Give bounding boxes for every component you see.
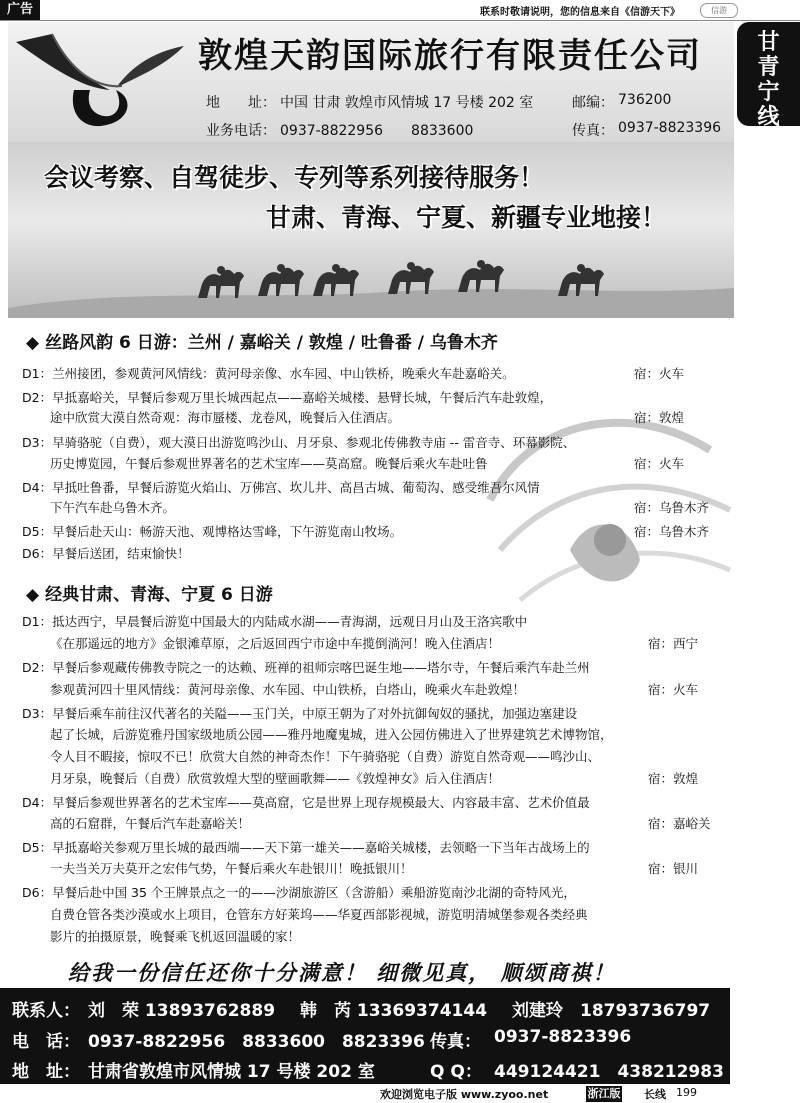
tour2-line: 高的石窟群，午餐后汽车赴嘉峪关！ xyxy=(50,816,251,831)
tour1-stay: 宿：火车 xyxy=(634,366,685,381)
qq-label: Q Q： xyxy=(430,1062,482,1082)
section-name: 长线 xyxy=(644,1088,666,1101)
ad-tag: 广告 xyxy=(0,0,40,20)
tour2-line: 令人目不暇接，惊叹不已！欣赏大自然的神奇杰作！下午骑骆驼（自费）游览自然奇观——鸣沙山、 xyxy=(50,749,601,764)
postcode-value: 736200 xyxy=(618,92,672,108)
tour1-line: 历史博览园，午餐后参观世界著名的艺术宝库——莫高窟。晚餐后乘火车赴吐鲁 xyxy=(50,456,488,471)
contact-box xyxy=(0,988,730,1084)
publication-logo: 信游 xyxy=(700,3,738,18)
diamond-bullet-icon: ◆ xyxy=(26,585,40,605)
tour2-line: 月牙泉，晚餐后（自费）欣赏敦煌大型的壁画歌舞——《敦煌神女》后入住酒店！ xyxy=(50,771,501,786)
company-name: 敦煌天韵国际旅行有限责任公司 xyxy=(198,36,702,76)
side-tab-label: 甘青宁线 xyxy=(757,30,780,130)
contact-person: 刘建玲 18793736797 xyxy=(512,1001,711,1021)
tour2-line: D3：早餐后乘车前往汉代著名的关隘——玉门关，中原王朝为了对外抗御匈奴的骚扰，加强边塞建设 xyxy=(22,706,578,721)
phone-numbers: 0937-8822956 8833600 8823396 xyxy=(88,1032,425,1052)
tour2-line: 起了长城，后游览雅丹国家级地质公园——雅丹地魔鬼城，进入公园仿佛进入了世界建筑艺术博物馆， xyxy=(50,727,613,742)
tour1-title xyxy=(26,328,498,353)
phone-label: 业务电话： xyxy=(206,123,276,139)
tour2-stay: 宿：敦煌 xyxy=(648,771,699,786)
address-value: 甘肃省敦煌市风情城 17 号楼 202 室 xyxy=(88,1062,375,1082)
tour2-title xyxy=(26,580,273,605)
address-value: 中国 甘肃 敦煌市风情城 17 号楼 202 室 xyxy=(280,95,534,111)
address-label: 地 址： xyxy=(12,1062,80,1082)
qq-numbers: 449124421 438212983 xyxy=(494,1062,724,1082)
tour2-line: 参观黄河四十里风情线：黄河母亲像、水车园、中山铁桥，白塔山，晚乘火车赴敦煌！ xyxy=(50,682,526,697)
fax-label: 传真： xyxy=(430,1032,481,1052)
tour1-line: D3：早骑骆驼（自费），观大漠日出游览鸣沙山、月牙泉、参观北传佛教寺庙 -- 雷音寺、环幕影院、 xyxy=(22,435,576,450)
tour2-line: 《在那遥远的地方》金银滩草原，之后返回西宁市途中车揽倒淌河！晚入住酒店！ xyxy=(50,636,501,651)
tour2-line: 影片的拍摄原景，晚餐乘飞机返回温暖的家！ xyxy=(50,929,301,944)
phone-value: 0937-8822956 8833600 xyxy=(280,123,474,139)
tour1-stay: 宿：火车 xyxy=(634,456,685,471)
tour2-stay: 宿：火车 xyxy=(648,682,699,697)
postcode-label: 邮编： xyxy=(572,95,614,111)
company-logo-icon xyxy=(12,28,188,138)
tour1-line: D1：兰州接团，参观黄河风情线：黄河母亲像、水车园、中山铁桥，晚乘火车赴嘉峪关。 xyxy=(22,366,515,381)
page-footer xyxy=(380,1086,697,1103)
camel-caravan-image xyxy=(8,238,734,318)
top-bar xyxy=(0,0,800,21)
tour2-line: D5：早抵嘉峪关参观万里长城的最西端——天下第一雄关——嘉峪关城楼，去领略一下当年古战场上的 xyxy=(22,840,590,855)
tour1-stay: 宿：敦煌 xyxy=(634,410,685,425)
promise-slogan: 给我一份信任还你十分满意！ 细微见真， 顺颂商祺！ xyxy=(68,960,616,985)
tour2-title-text: 经典甘肃、青海、宁夏 6 日游 xyxy=(45,585,273,605)
tour2-line: 自费仓管各类沙漠或水上项目，仓管东方好莱坞——华夏西部影视城，游览明清城堡参观各类经典 xyxy=(50,907,588,922)
diamond-bullet-icon: ◆ xyxy=(26,333,40,353)
tour1-line: D6：早餐后送团，结束愉快！ xyxy=(22,546,190,561)
tour1-title-text: 丝路风韵 6 日游：兰州 / 嘉峪关 / 敦煌 / 吐鲁番 / 乌鲁木齐 xyxy=(45,333,498,353)
top-notice: 联系时敬请说明，您的信息来自《信游天下》 xyxy=(480,7,680,18)
edition-tag: 浙江版 xyxy=(587,1087,621,1100)
contact-label: 联系人： xyxy=(12,1001,80,1021)
contact-person: 刘 荣 13893762889 xyxy=(88,1001,276,1021)
fax-label: 传真： xyxy=(572,123,614,139)
tour2-stay: 宿：嘉峪关 xyxy=(648,816,711,831)
tour1-line: 下午汽车赴乌鲁木齐。 xyxy=(50,500,176,515)
slogan-regions: 甘肃、青海、宁夏、新疆专业地接！ xyxy=(266,203,667,232)
fax-number: 0937-8823396 xyxy=(494,1027,632,1047)
company-header xyxy=(8,22,734,142)
tour2-line: D6：早餐后赴中国 35 个王牌景点之一的——沙湖旅游区（含游船）乘船游览南沙北湖的奇特风光， xyxy=(22,885,576,900)
tour1-stay: 宿：乌鲁木齐 xyxy=(634,500,710,515)
tour2-line: 一夫当关万夫莫开之宏伟气势，午餐后乘火车赴银川！晚抵银川！ xyxy=(50,861,413,876)
fax-value: 0937-8823396 xyxy=(618,120,722,136)
tour2-line: D4：早餐后参观世界著名的艺术宝库——莫高窟，它是世界上现存规模最大、内容最丰富、艺术价值最 xyxy=(22,795,590,810)
route-side-tab xyxy=(737,22,800,130)
hero-banner xyxy=(8,142,734,318)
address-label: 地 址： xyxy=(206,95,276,111)
slogan-services: 会议考察、自驾徒步、专列等系列接待服务！ xyxy=(44,163,545,192)
tour1-line: 途中欣赏大漠自然奇观：海市蜃楼、龙卷风，晚餐后入住酒店。 xyxy=(50,410,401,425)
tour2-stay: 宿：银川 xyxy=(648,861,699,876)
tour2-line: D1：抵达西宁，早晨餐后游览中国最大的内陆咸水湖——青海湖，远观日月山及王洛宾歌中 xyxy=(22,614,528,629)
tour2-line: D2：早餐后参观藏传佛教寺院之一的达赖、班禅的祖师宗喀巴诞生地——塔尔寺，午餐后乘汽车赴兰州 xyxy=(22,660,590,675)
footer-site-link[interactable]: 欢迎浏览电子版 www.zyoo.net xyxy=(380,1088,549,1101)
tour1-line: D5：早餐后赴天山：畅游天池、观博格达雪峰，下午游览南山牧场。 xyxy=(22,524,403,539)
tour1-line: D2：早抵嘉峪关，早餐后参观万里长城西起点——嘉峪关城楼、悬臂长城，午餐后汽车赴敦煌， xyxy=(22,390,553,405)
phone-label: 电 话： xyxy=(12,1032,80,1052)
tour1-line: D4：早抵吐鲁番，早餐后游览火焰山、万佛宫、坎儿井、高昌古城、葡萄沟、感受维吾尔风情 xyxy=(22,480,540,495)
tour2-stay: 宿：西宁 xyxy=(648,636,699,651)
contact-person: 韩 芮 13369374144 xyxy=(300,1001,488,1021)
page-number: 199 xyxy=(676,1086,697,1099)
tour1-stay: 宿：乌鲁木齐 xyxy=(634,524,710,539)
